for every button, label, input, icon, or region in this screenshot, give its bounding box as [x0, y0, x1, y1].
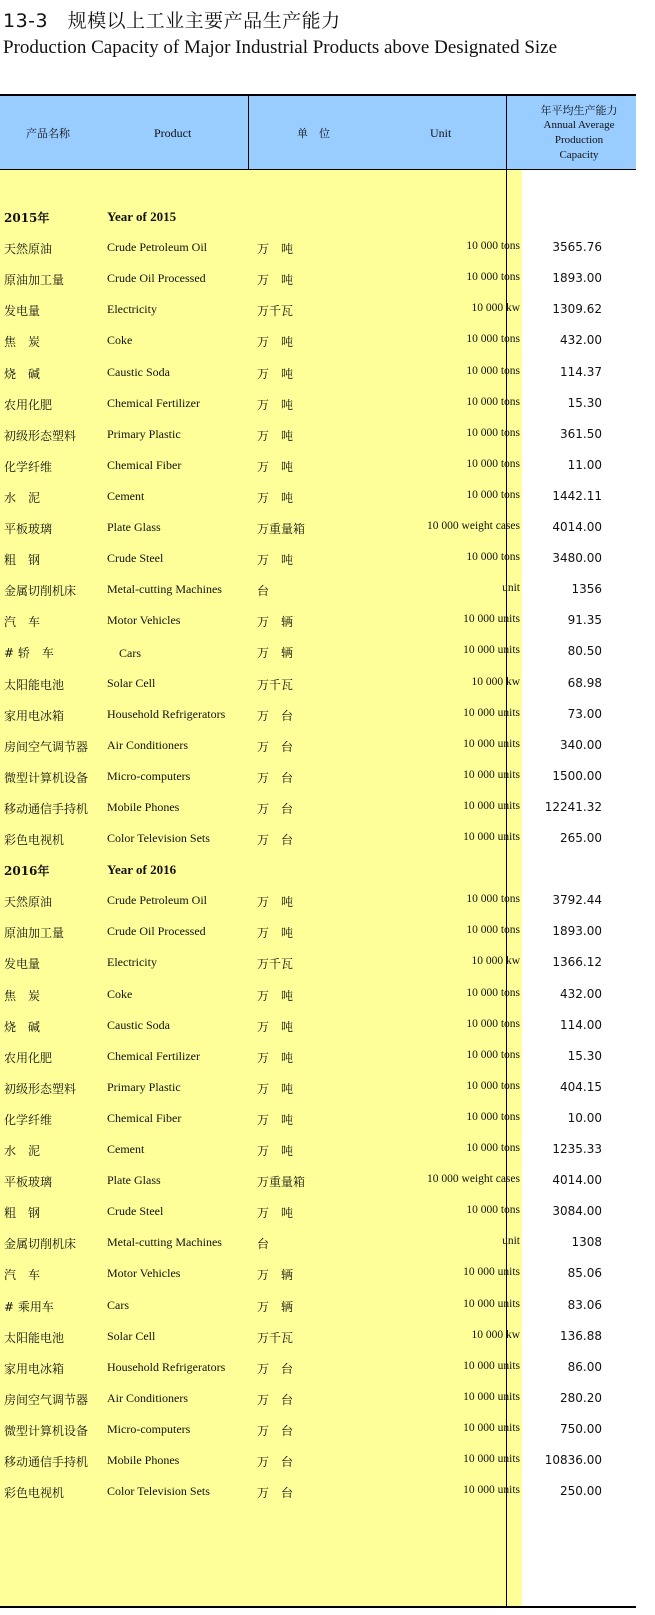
- unit-en: 10 000 tons: [466, 1110, 520, 1123]
- product-name-cn: 焦 炭: [4, 988, 41, 1003]
- product-name-cn: 房间空气调节器: [4, 739, 89, 754]
- product-name-cn: 平板玻璃: [4, 1175, 53, 1190]
- product-name-en: Color Television Sets: [107, 831, 210, 845]
- capacity-value: 85.06: [567, 1266, 602, 1281]
- product-name-cn: 汽 车: [4, 1268, 41, 1283]
- header-capacity-en-2: Production: [554, 134, 604, 146]
- product-name-en: Air Conditioners: [107, 1390, 188, 1405]
- product-name-cn: 发电量: [4, 957, 41, 972]
- table-row: [0, 823, 636, 854]
- product-name-cn: # 乘用车: [4, 1299, 54, 1314]
- table-row: [0, 574, 636, 605]
- unit-cn: 万 吨: [257, 242, 294, 257]
- product-name-cn: 房间空气调节器: [4, 1392, 89, 1407]
- product-name-cn: 水 泥: [4, 1144, 41, 1158]
- unit-cn: 万 吨: [257, 397, 294, 412]
- product-name-en: Mobile Phones: [107, 1453, 180, 1467]
- product-name-cn: 家用电冰箱: [4, 708, 65, 723]
- product-name-en: Cars: [107, 646, 141, 661]
- unit-cn: 万 台: [257, 801, 294, 816]
- product-name-cn: 发电量: [4, 304, 41, 319]
- product-name-cn: 微型计算机设备: [4, 1423, 89, 1438]
- capacity-value: 265.00: [560, 831, 602, 845]
- product-name-cn: 原油加工量: [4, 926, 65, 941]
- product-name-cn: 焦 炭: [4, 335, 41, 350]
- unit-en: 10 000 units: [463, 799, 520, 812]
- product-name-cn: 天然原油: [4, 242, 53, 257]
- capacity-value: 750.00: [560, 1421, 602, 1436]
- capacity-value: 1309.62: [552, 302, 602, 317]
- year-row: [0, 201, 636, 232]
- unit-en: 10 000 units: [463, 1359, 520, 1372]
- unit-cn: 万 辆: [257, 1268, 294, 1283]
- unit-en: 10 000 units: [463, 1390, 520, 1403]
- product-name-en: Crude Petroleum Oil: [107, 240, 207, 255]
- unit-cn: 万重量箱: [257, 1175, 306, 1190]
- table-row: [0, 792, 636, 823]
- unit-en: 10 000 units: [463, 1484, 520, 1497]
- unit-en: 10 000 tons: [466, 893, 520, 906]
- capacity-value: 10.00: [567, 1110, 602, 1125]
- unit-en: unit: [502, 1235, 520, 1248]
- product-name-en: Micro-computers: [107, 1421, 191, 1436]
- product-name-en: Household Refrigerators: [107, 706, 226, 721]
- table-row: [0, 1476, 636, 1507]
- unit-en: 10 000 kw: [471, 955, 520, 968]
- product-name-cn: 移动通信手持机: [4, 1455, 89, 1469]
- table-row: [0, 885, 636, 916]
- table-row: [0, 1134, 636, 1165]
- capacity-value: 4014.00: [552, 1173, 602, 1188]
- table-row: [0, 1290, 636, 1321]
- capacity-value: 12241.32: [544, 799, 602, 814]
- table-header: [0, 94, 636, 170]
- product-name-cn: 平板玻璃: [4, 522, 53, 536]
- table-row: [0, 1165, 636, 1196]
- year-label-cn: 2016年: [4, 864, 50, 879]
- unit-en: 10 000 units: [463, 1297, 520, 1310]
- product-name-en: Micro-computers: [107, 768, 191, 783]
- unit-en: 10 000 weight cases: [427, 520, 520, 532]
- table-row: [0, 636, 636, 667]
- unit-cn: 万 台: [257, 1455, 294, 1469]
- unit-cn: 万 吨: [257, 1050, 294, 1065]
- unit-en: 10 000 units: [463, 737, 520, 750]
- table-row: [0, 1414, 636, 1445]
- product-name-cn: 粗 钢: [4, 1206, 41, 1221]
- product-name-en: Primary Plastic: [107, 426, 181, 441]
- table-row: [0, 419, 636, 450]
- product-name-cn: 天然原油: [4, 895, 53, 910]
- table-row: [0, 232, 636, 263]
- table-title-en: Production Capacity of Major Industrial Products above Designated Size: [3, 37, 558, 58]
- unit-cn: 万 吨: [257, 1081, 294, 1096]
- product-name-cn: 初级形态塑料: [4, 1081, 77, 1096]
- table-row: [0, 481, 636, 512]
- unit-cn: 万 吨: [257, 335, 294, 350]
- product-name-en: Solar Cell: [107, 1328, 156, 1343]
- unit-cn: 万 吨: [257, 273, 294, 288]
- table-row: [0, 761, 636, 792]
- unit-en: 10 000 tons: [466, 488, 520, 501]
- product-name-en: Crude Petroleum Oil: [107, 893, 207, 908]
- header-product-cn: 产品名称: [26, 127, 70, 140]
- product-name-cn: 水 泥: [4, 490, 41, 505]
- product-name-cn: 移动通信手持机: [4, 801, 89, 816]
- table-row: [0, 1321, 636, 1352]
- unit-en: 10 000 tons: [466, 426, 520, 439]
- unit-cn: 万 台: [257, 1392, 294, 1407]
- table-row: [0, 699, 636, 730]
- unit-cn: 万重量箱: [257, 522, 306, 536]
- header-capacity-cn: 年平均生产能力: [540, 104, 618, 117]
- unit-cn: 万 吨: [257, 1019, 294, 1034]
- capacity-value: 3565.76: [552, 240, 602, 255]
- header-capacity: [522, 103, 636, 163]
- capacity-value: 340.00: [560, 737, 602, 752]
- table-row: [0, 947, 636, 978]
- product-name-en: Chemical Fertilizer: [107, 395, 200, 410]
- unit-cn: 万千瓦: [257, 677, 294, 692]
- product-name-cn: # 轿 车: [4, 646, 54, 661]
- product-name-en: Crude Steel: [107, 1204, 164, 1219]
- unit-en: 10 000 kw: [471, 675, 520, 688]
- capacity-value: 1235.33: [552, 1142, 602, 1156]
- unit-en: 10 000 tons: [466, 364, 520, 377]
- unit-en: 10 000 kw: [471, 302, 520, 315]
- table-row: [0, 543, 636, 574]
- unit-cn: 万 吨: [257, 1144, 294, 1158]
- unit-en: 10 000 units: [463, 613, 520, 626]
- product-name-cn: 化学纤维: [4, 459, 53, 474]
- table-row: [0, 979, 636, 1010]
- unit-cn: 万 台: [257, 1486, 294, 1501]
- header-unit-cn: 单 位: [297, 127, 330, 140]
- product-name-en: Electricity: [107, 955, 157, 970]
- table-row: [0, 1072, 636, 1103]
- header-capacity-en-3: Capacity: [559, 149, 599, 161]
- capacity-value: 432.00: [560, 333, 602, 348]
- table-row: [0, 1103, 636, 1134]
- unit-cn: 万千瓦: [257, 957, 294, 972]
- unit-cn: 万 吨: [257, 459, 294, 474]
- product-name-cn: 化学纤维: [4, 1112, 53, 1127]
- capacity-value: 73.00: [567, 706, 602, 721]
- product-name-en: Chemical Fiber: [107, 457, 182, 472]
- product-name-cn: 金属切削机床: [4, 584, 77, 599]
- table-row: [0, 1258, 636, 1289]
- unit-cn: 万 吨: [257, 1206, 294, 1221]
- product-name-cn: 烧 碱: [4, 366, 41, 381]
- unit-cn: 万 吨: [257, 988, 294, 1003]
- unit-cn: 台: [257, 1237, 270, 1252]
- product-name-en: Mobile Phones: [107, 799, 180, 814]
- table-bottom-rule: [0, 1606, 636, 1608]
- unit-cn: 万 吨: [257, 1112, 294, 1127]
- unit-en: 10 000 kw: [471, 1328, 520, 1341]
- product-name-en: Caustic Soda: [107, 1017, 170, 1032]
- product-name-en: Chemical Fiber: [107, 1110, 182, 1125]
- unit-en: 10 000 tons: [466, 240, 520, 253]
- product-name-en: Cars: [107, 1297, 129, 1312]
- product-name-en: Color Television Sets: [107, 1484, 210, 1499]
- year-label-en: Year of 2016: [107, 862, 177, 878]
- table-row: [0, 294, 636, 325]
- year-row: [0, 854, 636, 885]
- capacity-value: 1500.00: [552, 768, 602, 783]
- capacity-value: 404.15: [560, 1079, 602, 1094]
- product-name-en: Primary Plastic: [107, 1079, 181, 1094]
- unit-en: 10 000 units: [463, 706, 520, 719]
- unit-en: 10 000 units: [463, 831, 520, 843]
- unit-cn: 万 吨: [257, 428, 294, 443]
- product-name-cn: 粗 钢: [4, 553, 41, 568]
- unit-en: 10 000 tons: [466, 271, 520, 284]
- unit-en: 10 000 tons: [466, 1017, 520, 1030]
- unit-cn: 万 辆: [257, 646, 294, 661]
- capacity-value: 1442.11: [552, 488, 602, 503]
- table-row: [0, 1383, 636, 1414]
- table-row: [0, 325, 636, 356]
- table-row: [0, 357, 636, 388]
- product-name-en: Metal-cutting Machines: [107, 582, 222, 597]
- capacity-value: 114.37: [560, 364, 602, 379]
- unit-en: 10 000 tons: [466, 551, 520, 564]
- table-row: [0, 1010, 636, 1041]
- unit-en: 10 000 tons: [466, 1142, 520, 1154]
- unit-cn: 万 吨: [257, 895, 294, 910]
- unit-en: 10 000 weight cases: [427, 1173, 520, 1186]
- table-row: [0, 263, 636, 294]
- unit-cn: 万 辆: [257, 1299, 294, 1314]
- unit-cn: 万 台: [257, 1361, 294, 1376]
- table-row: [0, 1196, 636, 1227]
- capacity-value: 1893.00: [552, 924, 602, 939]
- product-name-cn: 太阳能电池: [4, 1330, 65, 1345]
- table-row: [0, 668, 636, 699]
- unit-cn: 万 台: [257, 708, 294, 723]
- table-row: [0, 1227, 636, 1258]
- product-name-cn: 原油加工量: [4, 273, 65, 288]
- capacity-value: 136.88: [560, 1328, 602, 1343]
- capacity-value: 15.30: [567, 395, 602, 410]
- capacity-value: 1356: [571, 582, 602, 597]
- capacity-value: 15.30: [567, 1048, 602, 1063]
- table-row: [0, 512, 636, 543]
- product-name-cn: 彩色电视机: [4, 833, 65, 847]
- product-name-en: Chemical Fertilizer: [107, 1048, 200, 1063]
- unit-en: 10 000 units: [463, 644, 520, 657]
- product-name-cn: 太阳能电池: [4, 677, 65, 692]
- unit-cn: 台: [257, 584, 270, 599]
- capacity-value: 11.00: [567, 457, 602, 472]
- capacity-value: 114.00: [560, 1017, 602, 1032]
- header-product-en: Product: [154, 126, 192, 140]
- unit-cn: 万 吨: [257, 366, 294, 381]
- capacity-value: 3084.00: [552, 1204, 602, 1219]
- unit-cn: 万 台: [257, 1423, 294, 1438]
- unit-cn: 万 吨: [257, 490, 294, 505]
- header-unit-en: Unit: [430, 126, 452, 140]
- product-name-cn: 金属切削机床: [4, 1237, 77, 1252]
- unit-en: 10 000 tons: [466, 1048, 520, 1061]
- product-name-en: Coke: [107, 333, 133, 348]
- unit-cn: 万 台: [257, 833, 294, 847]
- capacity-table: [0, 94, 636, 1609]
- capacity-value: 86.00: [567, 1359, 602, 1374]
- unit-cn: 万千瓦: [257, 304, 294, 319]
- capacity-value: 1893.00: [552, 271, 602, 286]
- column-divider-unit: [248, 94, 249, 170]
- product-name-en: Solar Cell: [107, 675, 156, 690]
- unit-cn: 万 台: [257, 770, 294, 785]
- unit-cn: 万 台: [257, 739, 294, 754]
- product-name-cn: 家用电冰箱: [4, 1361, 65, 1376]
- product-name-cn: 汽 车: [4, 615, 41, 630]
- product-name-en: Cement: [107, 488, 145, 503]
- unit-en: 10 000 tons: [466, 333, 520, 346]
- year-label-en: Year of 2015: [107, 209, 177, 224]
- capacity-value: 4014.00: [552, 520, 602, 534]
- capacity-value: 3792.44: [552, 893, 602, 908]
- capacity-value: 3480.00: [552, 551, 602, 566]
- unit-en: 10 000 units: [463, 1266, 520, 1279]
- unit-cn: 万 吨: [257, 553, 294, 568]
- product-name-cn: 农用化肥: [4, 397, 53, 412]
- capacity-value: 91.35: [567, 613, 602, 628]
- product-name-en: Crude Oil Processed: [107, 924, 206, 939]
- capacity-value: 432.00: [560, 986, 602, 1001]
- unit-en: 10 000 units: [463, 1421, 520, 1434]
- capacity-value: 68.98: [567, 675, 602, 690]
- unit-en: 10 000 tons: [466, 986, 520, 999]
- unit-cn: 万 辆: [257, 615, 294, 630]
- capacity-value: 280.20: [560, 1390, 602, 1405]
- product-name-en: Plate Glass: [107, 1173, 161, 1188]
- product-name-en: Coke: [107, 986, 133, 1001]
- product-name-cn: 农用化肥: [4, 1050, 53, 1065]
- table-row: [0, 605, 636, 636]
- capacity-value: 80.50: [567, 644, 602, 659]
- unit-en: 10 000 units: [463, 768, 520, 781]
- capacity-value: 1366.12: [552, 955, 602, 970]
- product-name-cn: 微型计算机设备: [4, 770, 89, 785]
- product-name-en: Air Conditioners: [107, 737, 188, 752]
- product-name-en: Caustic Soda: [107, 364, 170, 379]
- capacity-value: 83.06: [567, 1297, 602, 1312]
- unit-en: 10 000 tons: [466, 924, 520, 937]
- table-row: [0, 1352, 636, 1383]
- unit-en: 10 000 tons: [466, 395, 520, 408]
- capacity-value: 1308: [571, 1235, 602, 1250]
- product-name-en: Electricity: [107, 302, 157, 317]
- unit-cn: 万 吨: [257, 926, 294, 941]
- unit-en: 10 000 units: [463, 1453, 520, 1465]
- table-row: [0, 450, 636, 481]
- unit-en: 10 000 tons: [466, 457, 520, 470]
- product-name-cn: 初级形态塑料: [4, 428, 77, 443]
- unit-cn: 万千瓦: [257, 1330, 294, 1345]
- product-name-en: Household Refrigerators: [107, 1359, 226, 1374]
- table-row: [0, 388, 636, 419]
- product-name-en: Crude Oil Processed: [107, 271, 206, 286]
- header-capacity-en-1: Annual Average: [543, 119, 615, 131]
- product-name-en: Metal-cutting Machines: [107, 1235, 222, 1250]
- year-label-cn: 2015年: [4, 211, 50, 225]
- capacity-value: 10836.00: [544, 1453, 602, 1467]
- table-title-cn: 13-3 规模以上工业主要产品生产能力: [3, 10, 341, 32]
- capacity-value: 361.50: [560, 426, 602, 441]
- product-name-cn: 烧 碱: [4, 1019, 41, 1034]
- table-row: [0, 1445, 636, 1476]
- product-name-en: Motor Vehicles: [107, 613, 181, 628]
- table-row: [0, 1041, 636, 1072]
- product-name-cn: 彩色电视机: [4, 1486, 65, 1501]
- unit-en: 10 000 tons: [466, 1204, 520, 1217]
- product-name-en: Plate Glass: [107, 520, 161, 534]
- capacity-value: 250.00: [560, 1484, 602, 1499]
- unit-en: 10 000 tons: [466, 1079, 520, 1092]
- product-name-en: Motor Vehicles: [107, 1266, 181, 1281]
- table-row: [0, 916, 636, 947]
- product-name-en: Crude Steel: [107, 551, 164, 566]
- unit-en: unit: [502, 582, 520, 595]
- table-row: [0, 730, 636, 761]
- product-name-en: Cement: [107, 1142, 145, 1156]
